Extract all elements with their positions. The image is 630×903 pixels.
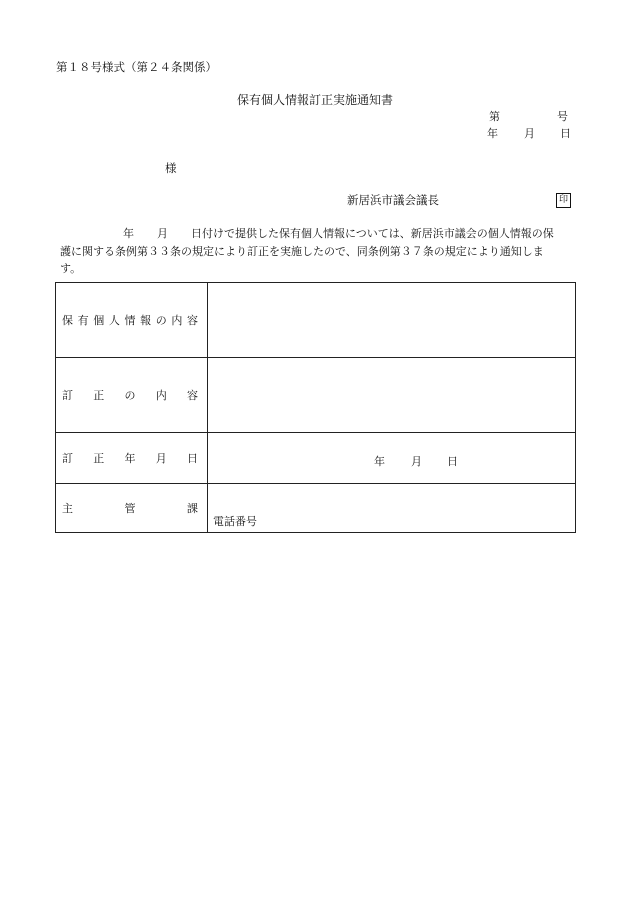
phone-number-label: 電話番号 bbox=[213, 515, 257, 528]
info-table bbox=[55, 282, 576, 533]
document-number-prefix: 第 bbox=[489, 110, 500, 123]
label-char: 内 bbox=[171, 314, 183, 327]
label-char: 保 bbox=[62, 314, 73, 327]
label-char: 内 bbox=[155, 389, 167, 402]
label-char: 訂 bbox=[62, 389, 73, 402]
label-char: の bbox=[124, 389, 136, 402]
label-char: 有 bbox=[77, 314, 89, 327]
label-department bbox=[56, 484, 208, 533]
value-department[interactable] bbox=[208, 484, 576, 533]
correction-date-month-label: 月 bbox=[411, 455, 422, 468]
issue-date-month-label: 月 bbox=[524, 127, 535, 140]
label-char: 主 bbox=[62, 502, 73, 515]
label-char: 人 bbox=[108, 314, 120, 327]
label-char: 容 bbox=[187, 389, 198, 402]
issue-date-day-label: 日 bbox=[560, 127, 571, 140]
body-text-line-1: 日付けで提供した保有個人情報については、新居浜市議会の個人情報の保 bbox=[191, 227, 554, 240]
label-char: 報 bbox=[140, 314, 152, 327]
label-char: 正 bbox=[93, 452, 105, 465]
form-number: 第１８号様式（第２４条関係） bbox=[56, 60, 217, 74]
label-char: 日 bbox=[187, 452, 198, 465]
label-text bbox=[62, 500, 198, 516]
label-char: 個 bbox=[93, 314, 105, 327]
issuer-name: 新居浜市議会議長 bbox=[347, 193, 439, 207]
label-char: 年 bbox=[124, 452, 136, 465]
label-char: 訂 bbox=[62, 452, 73, 465]
value-info-content[interactable] bbox=[208, 283, 576, 358]
table-row-correction-date bbox=[56, 433, 576, 484]
label-text bbox=[62, 387, 198, 403]
table-row-info-content bbox=[56, 283, 576, 358]
seal-mark: 印 bbox=[556, 193, 571, 208]
table-row-department bbox=[56, 484, 576, 533]
addressee-suffix: 様 bbox=[165, 161, 177, 175]
label-correction-date bbox=[56, 433, 208, 484]
correction-date-year-label: 年 bbox=[374, 455, 385, 468]
body-year-label: 年 bbox=[123, 227, 134, 240]
table-row-correction-content bbox=[56, 358, 576, 433]
label-char: の bbox=[155, 314, 167, 327]
issue-date-year-label: 年 bbox=[487, 127, 498, 140]
body-month-label: 月 bbox=[157, 227, 168, 240]
document-title: 保有個人情報訂正実施通知書 bbox=[237, 93, 394, 107]
label-correction-content bbox=[56, 358, 208, 433]
correction-date-day-label: 日 bbox=[447, 455, 458, 468]
label-info-content bbox=[56, 283, 208, 358]
value-correction-date[interactable] bbox=[208, 433, 576, 484]
label-char: 容 bbox=[187, 314, 198, 327]
body-text-line-2: 護に関する条例第３３条の規定により訂正を実施したので、同条例第３７条の規定により通知しま bbox=[60, 245, 544, 258]
body-text-line-3: す。 bbox=[60, 262, 82, 275]
label-char: 管 bbox=[124, 502, 136, 515]
label-char: 正 bbox=[93, 389, 105, 402]
label-text bbox=[62, 450, 198, 466]
document-number-suffix: 号 bbox=[557, 110, 568, 123]
label-char: 課 bbox=[187, 502, 198, 515]
label-char: 情 bbox=[124, 314, 136, 327]
label-text bbox=[62, 312, 198, 328]
label-char: 月 bbox=[155, 452, 167, 465]
value-correction-content[interactable] bbox=[208, 358, 576, 433]
